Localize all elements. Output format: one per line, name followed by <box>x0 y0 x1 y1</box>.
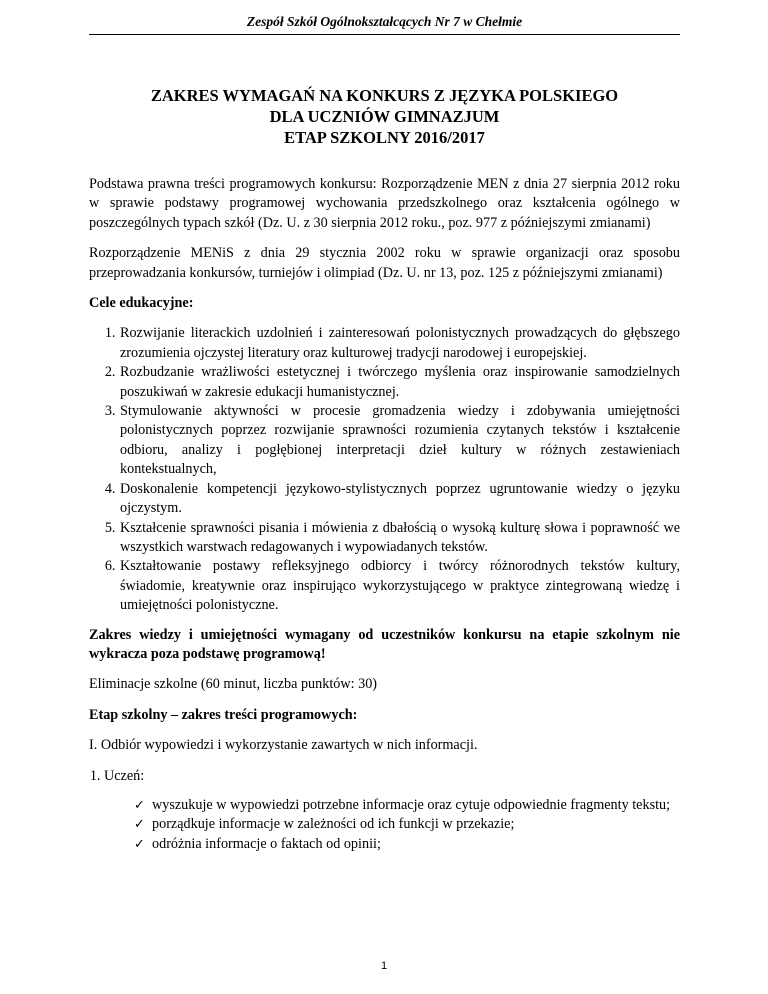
sub-item-title: 1. Uczeń: <box>104 767 145 784</box>
check-list <box>104 796 680 854</box>
checkmark-icon: ✓ <box>134 797 145 813</box>
goal-item: 6. Kształtowanie postawy refleksyjnego odbiorcy i twórcy różnorodnych tekstów kultury, świadomie, kreatywnie oraz inspirująco wykorzystującego w praktyce zintegrowaną wiedzę i umiejętności polonistyczne. <box>119 557 680 615</box>
stage-heading: Etap szkolny – zakres treści programowych: <box>89 706 358 723</box>
goals-heading: Cele edukacyjne: <box>89 295 194 312</box>
document-title <box>89 85 680 148</box>
goal-item: 2. Rozbudzanie wrażliwości estetycznej i twórczego myślenia oraz inspirowanie samodzielnych poszukiwań w zakresie edukacji humanistycznej. <box>119 363 680 402</box>
goal-item: 1. Rozwijanie literackich uzdolnień i zainteresowań polonistycznych prowadzących do głębszego zrozumienia ojczystej literatury oraz kulturowej tradycji narodowej i europejskiej. <box>119 324 680 363</box>
title-line-1: ZAKRES WYMAGAŃ NA KONKURS Z JĘZYKA POLSKIEGO <box>150 86 619 105</box>
check-list-item-text: odróżnia informacje o faktach od opinii; <box>152 835 381 852</box>
goal-item: 4. Doskonalenie kompetencji językowo-stylistycznych poprzez ugruntowanie wiedzy o języku ojczystym. <box>119 480 680 519</box>
goal-item: 5. Kształcenie sprawności pisania i mówienia z dbałością o wysoką kulturę słowa i poprawność we wszystkich warstwach redagowanych i wypowiadanych tekstów. <box>119 519 680 558</box>
sub-item <box>104 767 680 855</box>
elimination-info: Eliminacje szkolne (60 minut, liczba punktów: 30) <box>89 676 378 693</box>
title-line-3: ETAP SZKOLNY 2016/2017 <box>284 128 485 147</box>
goal-item: 3. Stymulowanie aktywności w procesie gromadzenia wiedzy i zdobywania umiejętności polonistycznych poprzez rozwijanie sprawności rozumienia czytanych tekstów i kształcenie odbioru, analizy i pogłębionej interpretacji dzieł kultury w różnych zestawieniach kontekstualnych, <box>119 402 680 480</box>
page-header: Zespół Szkół Ogólnokształcących Nr 7 w Chełmie <box>89 14 680 35</box>
section-title: I. Odbiór wypowiedzi i wykorzystanie zawartych w nich informacji. <box>89 737 478 754</box>
goals-list <box>89 324 680 615</box>
document-body <box>89 175 680 862</box>
page-number: 1 <box>380 960 388 972</box>
checkmark-icon: ✓ <box>134 836 145 852</box>
section-sublist <box>89 767 680 855</box>
check-list-item-text: wyszukuje w wypowiedzi potrzebne informacje oraz cytuje odpowiednie fragmenty tekstu; <box>152 796 671 813</box>
legal-basis-paragraph: Podstawa prawna treści programowych konkursu: Rozporządzenie MEN z dnia 27 sierpnia 2012 roku w sprawie podstawy programowej wychowania przedszkolnego oraz kształcenia ogólnego w poszczególnych typach szkół (Dz. U. z 30 sierpnia 2012 roku., poz. 977 z późniejszymi zmianami) <box>89 176 680 231</box>
title-line-2: DLA UCZNIÓW GIMNAZJUM <box>269 107 500 126</box>
regulation-paragraph: Rozporządzenie MENiS z dnia 29 stycznia 2002 roku w sprawie organizacji oraz sposobu przeprowadzania konkursów, turniejów i olimpiad (Dz. U. nr 13, poz. 125 z późniejszymi zmianami) <box>89 245 680 281</box>
check-list-item-text: porządkuje informacje w zależności od ich funkcji w przekazie; <box>152 816 515 833</box>
scope-note: Zakres wiedzy i umiejętności wymagany od uczestników konkursu na etapie szkolnym nie wykracza poza podstawę programową! <box>89 626 680 662</box>
check-list-item <box>134 815 680 834</box>
checkmark-icon: ✓ <box>134 817 145 833</box>
check-list-item <box>134 835 680 854</box>
check-list-item <box>134 796 680 815</box>
